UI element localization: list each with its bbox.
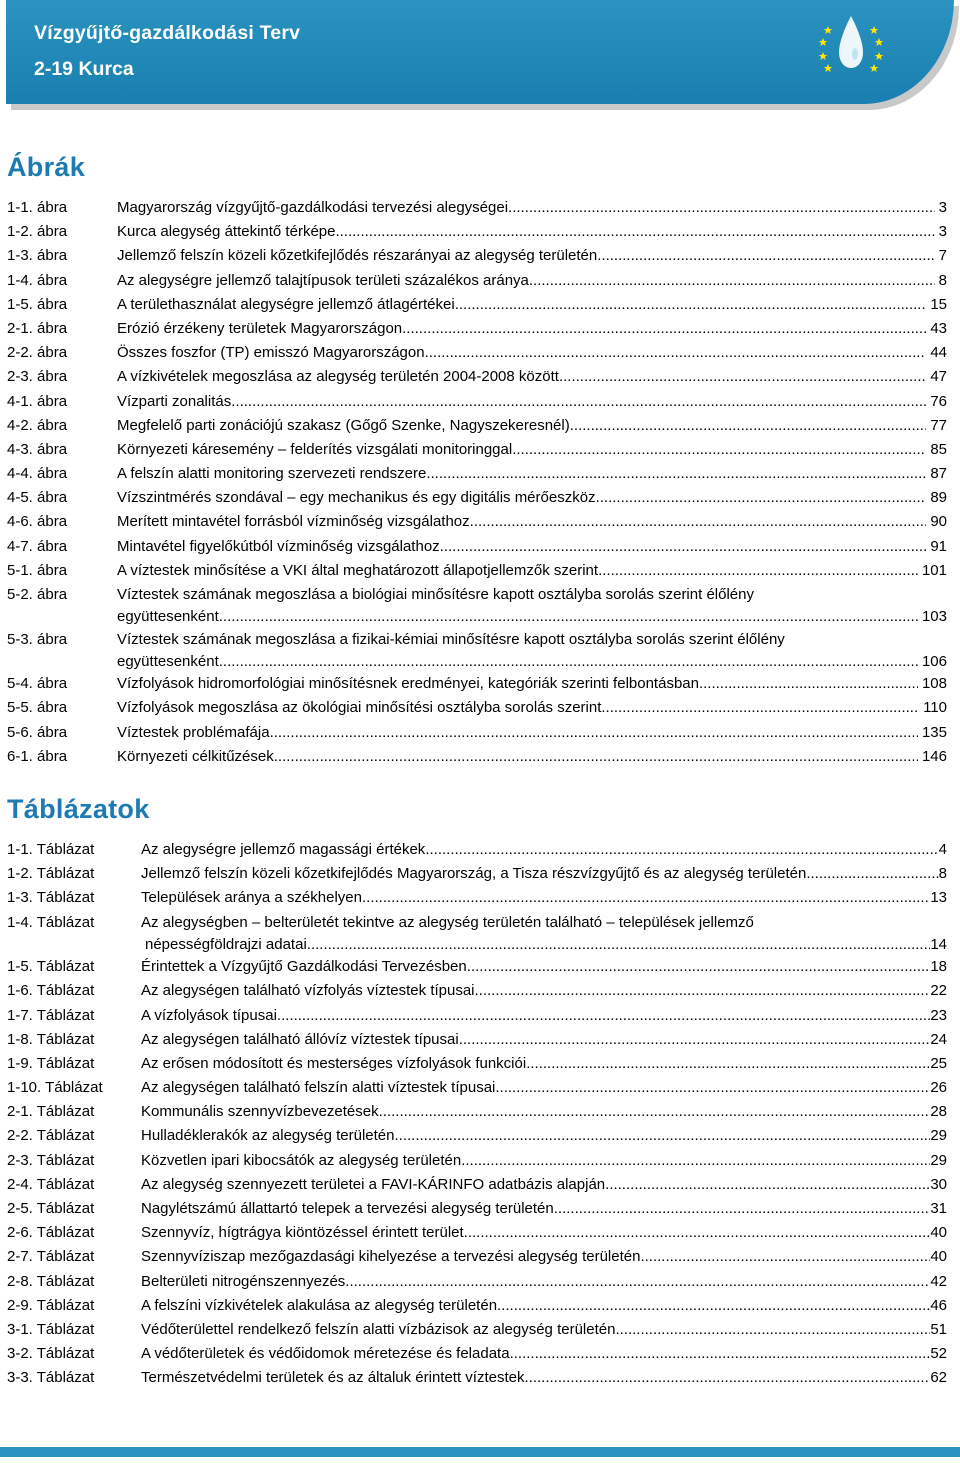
toc-entry-title: Szennyvíziszap mezőgazdasági kihelyezése a tervezési alegység területén [141,1248,641,1266]
toc-entry-title: Az alegységre jellemző magassági értékek [141,841,426,858]
toc-entry-page: 103 [921,608,947,626]
toc-entry[interactable] [7,1197,947,1221]
toc-entry-title: Az alegységen található vízfolyás víztestek típusai [141,982,475,1000]
toc-entry-title: Vízszintmérés szondával – egy mechanikus és egy digitális mérőeszköz [117,489,596,507]
toc-entry-number: 4-6. ábra [7,513,68,531]
toc-leader-dots [470,510,927,534]
toc-leader-dots [495,1076,930,1100]
toc-leader-dots [425,341,927,365]
toc-entry-title: Szennyvíz, hígtrágya kiöntözéssel érintett terület [141,1224,464,1242]
toc-entry-number: 1-8. Táblázat [7,1030,95,1048]
toc-entry-page: 110 [923,699,947,717]
toc-entry-title: A védőterületek és védőidomok méretezése és feladata [141,1345,510,1363]
toc-entry-number: 3-3. Táblázat [7,1369,95,1387]
toc-entry[interactable] [7,1028,947,1052]
toc-entry-number: 2-1. ábra [7,319,68,337]
toc-entry-number: 2-1. Táblázat [7,1103,95,1121]
toc-entry-page: 101 [921,561,947,579]
toc-leader-dots [455,293,927,317]
toc-entry-page: 106 [921,652,947,670]
toc-entry-page: 3 [938,223,947,241]
toc-entry-page: 13 [930,889,947,907]
toc-entry[interactable] [7,269,947,293]
toc-entry[interactable] [7,1342,947,1366]
toc-entry-title: Jellemző felszín közeli kőzetkifejlődés Magyarország, a Tisza részvízgyűjtő és az alegység területén [141,865,807,883]
toc-entry-page: 15 [930,295,947,313]
toc-entry-number: 6-1. ábra [7,747,68,765]
toc-entry-page: 47 [930,368,947,386]
toc-leader-dots [467,955,931,979]
toc-entry-number: 2-2. ábra [7,344,68,362]
toc-entry-page: 51 [930,1320,947,1338]
toc-entry-title: Az erősen módosított és mesterséges vízfolyások funkciói [141,1054,527,1072]
toc-leader-dots [219,652,918,672]
toc-entry-title: Összes foszfor (TP) emisszó Magyarországon [117,344,425,362]
toc-entry-number: 2-5. Táblázat [7,1200,95,1218]
toc-entry-page: 8 [938,865,947,883]
toc-entry[interactable] [7,745,947,769]
toc-entry[interactable] [7,1366,947,1390]
toc-entry-number: 2-9. Táblázat [7,1296,95,1314]
toc-entry-page: 90 [930,513,947,531]
toc-entry-title: A felszín alatti monitoring szervezeti rendszere [117,465,427,483]
toc-entry[interactable] [7,979,947,1003]
toc-leader-dots [307,935,931,955]
toc-entry-number: 1-3. ábra [7,247,68,265]
toc-entry-title: Az alegység szennyezett területei a FAVI-KÁRINFO adatbázis alapján [141,1175,606,1193]
toc-entry-title: A vízkivételek megoszlása az alegység területén 2004-2008 között [117,368,559,386]
toc-entry-number: 3-1. Táblázat [7,1320,95,1338]
toc-entry-page: 26 [930,1079,947,1097]
toc-entry-title: Kurca alegység áttekintő térképe [117,223,336,241]
toc-entry[interactable] [7,911,947,956]
toc-entry-page: 8 [938,271,947,289]
toc-entry-number: 4-7. ábra [7,537,68,555]
toc-entry-page: 87 [930,465,947,483]
toc-entry[interactable] [7,1221,947,1245]
toc-leader-dots [440,535,927,559]
toc-entry-number: 3-2. Táblázat [7,1345,95,1363]
toc-leader-dots [394,1124,930,1148]
toc-entry[interactable] [7,583,947,628]
toc-entry-page: 46 [930,1296,947,1314]
toc-entry-page: 25 [930,1054,947,1072]
toc-entry-page: 31 [930,1200,947,1218]
toc-leader-dots [512,438,926,462]
toc-entry-title: Mintavétel figyelőkútból vízminőség vizsgálathoz [117,537,440,555]
toc-leader-dots [598,559,918,583]
toc-entry-title: Védőterülettel rendelkező felszín alatti vízbázisok az alegység területén [141,1320,616,1338]
toc-leader-dots [526,1052,930,1076]
toc-entry-title: Merített mintavétel forrásból vízminőség vizsgálathoz [117,513,470,531]
toc-entry-page: 18 [930,958,947,976]
toc-entry-number: 2-3. ábra [7,368,68,386]
toc-leader-dots [425,838,938,862]
toc-entry-page: 23 [930,1006,947,1024]
toc-entry[interactable] [7,510,947,534]
toc-entry-number: 1-1. Táblázat [7,841,95,858]
toc-entry-title: Magyarország vízgyűjtő-gazdálkodási tervezési alegységei [117,199,509,216]
toc-entry-page: 43 [930,319,947,337]
toc-entry-title: Erózió érzékeny területek Magyarországon [117,319,403,337]
toc-entry-title: Vízfolyások hidromorfológiai minősítésnek eredményei, kategóriák szerinti felbontásban [117,675,699,693]
toc-entry-page: 40 [930,1224,947,1242]
toc-leader-dots [554,1197,931,1221]
toc-leader-dots [510,1342,931,1366]
toc-entry-page: 91 [930,537,947,555]
toc-entry-number: 5-5. ábra [7,699,68,717]
toc-entry-title: Hulladéklerakók az alegység területén [141,1127,395,1145]
toc-entry[interactable] [7,721,947,745]
toc-entry-title: A területhasználat alegységre jellemző átlagértékei [117,295,455,313]
header-banner [6,0,954,104]
toc-entry-number: 2-7. Táblázat [7,1248,95,1266]
toc-leader-dots [459,1028,931,1052]
toc-entry[interactable] [7,672,947,696]
toc-entry-number: 4-2. ábra [7,416,68,434]
toc-entry-page: 29 [930,1151,947,1169]
toc-entry-title: Megfelelő parti zonációjú szakasz (Gőgő Szenke, Nagyszekeresnél) [117,416,570,434]
toc-entry-title: A felszíni vízkivételek alakulása az alegység területén [141,1296,498,1314]
toc-entry[interactable] [7,1318,947,1342]
toc-leader-dots [601,696,919,720]
toc-entry-title: Víztestek problémafája [117,723,270,741]
toc-entry[interactable] [7,196,947,220]
toc-entry[interactable] [7,317,947,341]
toc-entry-title: Nagylétszámú állattartó telepek a tervezési alegység területén [141,1200,554,1218]
toc-entry[interactable] [7,220,947,244]
toc-entry-number: 4-1. ábra [7,392,68,410]
toc-entry-number: 1-5. Táblázat [7,958,95,976]
toc-entry[interactable] [7,1173,947,1197]
toc-entry[interactable] [7,293,947,317]
toc-entry-page: 40 [930,1248,947,1266]
toc-leader-dots [497,1294,930,1318]
toc-entry-page: 108 [921,675,947,693]
tables-list [7,838,947,1391]
tables-heading: Táblázatok [7,794,150,824]
toc-entry-title: Az alegységben – belterületét tekintve az alegység területén található – települések jellemző [141,913,754,931]
toc-entry[interactable] [7,1149,947,1173]
toc-leader-dots [277,1004,930,1028]
toc-leader-dots [615,1318,930,1342]
toc-leader-dots [345,1270,930,1294]
toc-leader-dots [379,1100,931,1124]
toc-entry-number: 1-2. ábra [7,223,68,241]
toc-leader-dots [402,317,926,341]
toc-entry-page: 89 [930,489,947,507]
toc-entry-number: 2-6. Táblázat [7,1224,95,1242]
toc-entry-title: együttesenként [117,652,219,670]
toc-entry-number: 1-6. Táblázat [7,982,95,1000]
toc-entry-number: 5-6. ábra [7,723,68,741]
toc-entry-number: 1-5. ábra [7,295,68,313]
toc-entry[interactable] [7,438,947,462]
toc-entry-number: 4-4. ábra [7,465,68,483]
toc-entry-title: Érintettek a Vízgyűjtő Gazdálkodási Tervezésben [141,958,467,976]
toc-entry-number: 5-1. ábra [7,561,68,579]
footer-bar [0,1447,960,1457]
toc-entry-title: Belterületi nitrogénszennyezés [141,1272,346,1290]
toc-entry[interactable] [7,862,947,886]
toc-entry[interactable] [7,365,947,389]
document-subtitle: 2-19 Kurca [34,58,134,80]
toc-entry-title: Környezeti káresemény – felderítés vizsgálati monitoringgal [117,440,513,458]
toc-entry-page: 22 [930,982,947,1000]
toc-leader-dots [806,862,938,886]
toc-entry[interactable] [7,341,947,365]
toc-entry[interactable] [7,244,947,268]
document-title: Vízgyűjtő-gazdálkodási Terv [34,22,301,44]
toc-entry-title: Vízfolyások megoszlása az ökológiai minősítési osztályba sorolás szerint [117,699,602,717]
toc-entry-number: 5-3. ábra [7,630,68,648]
toc-entry-page: 77 [930,416,947,434]
toc-leader-dots [335,220,934,244]
toc-entry-title: A víztestek minősítése a VKI által meghatározott állapotjellemzők szerint [117,561,599,579]
toc-leader-dots [231,390,926,414]
toc-entry-title: Az alegységen található állóvíz víztestek típusai [141,1030,459,1048]
toc-entry[interactable] [7,462,947,486]
toc-entry-page: 85 [930,440,947,458]
toc-leader-dots [559,365,926,389]
toc-entry-page: 14 [930,935,947,953]
toc-entry[interactable] [7,886,947,910]
toc-leader-dots [508,196,935,220]
toc-entry-page: 135 [921,723,947,741]
toc-entry-number: 5-2. ábra [7,586,68,603]
toc-entry-number: 5-4. ábra [7,675,68,693]
toc-entry-page: 7 [938,247,947,265]
toc-entry-title: Az alegységre jellemző talajtípusok területi százalékos aránya [117,271,529,289]
toc-entry[interactable] [7,1004,947,1028]
toc-entry-number: 4-5. ábra [7,489,68,507]
toc-entry-number: 4-3. ábra [7,440,68,458]
toc-entry-title: népességföldrajzi adatai [145,935,307,953]
toc-leader-dots [529,269,935,293]
toc-entry-page: 76 [930,392,947,410]
toc-entry-number: 2-4. Táblázat [7,1175,95,1193]
toc-entry[interactable] [7,955,947,979]
toc-leader-dots [640,1245,930,1269]
toc-entry[interactable] [7,1270,947,1294]
toc-leader-dots [525,1366,931,1390]
toc-entry-title: Környezeti célkitűzések [117,747,274,765]
toc-entry-page: 52 [930,1345,947,1363]
toc-entry-title: Vízparti zonalitás [117,392,232,410]
toc-entry-number: 1-4. Táblázat [7,913,95,931]
toc-entry-page: 28 [930,1103,947,1121]
toc-entry[interactable] [7,390,947,414]
toc-entry-page: 24 [930,1030,947,1048]
toc-leader-dots [270,721,918,745]
toc-entry-number: 1-7. Táblázat [7,1006,95,1024]
toc-entry[interactable] [7,628,947,673]
toc-entry[interactable] [7,486,947,510]
toc-entry-number: 1-10. Táblázat [7,1079,103,1097]
toc-entry[interactable] [7,414,947,438]
toc-entry-number: 1-9. Táblázat [7,1054,95,1072]
toc-leader-dots [605,1173,930,1197]
toc-leader-dots [475,979,931,1003]
toc-leader-dots [699,672,918,696]
toc-entry-title: Az alegységen található felszín alatti víztestek típusai [141,1079,496,1097]
toc-entry-title: Közvetlen ipari kibocsátók az alegység területén [141,1151,462,1169]
toc-entry-page: 30 [930,1175,947,1193]
water-drop-stars-logo-icon [811,6,891,86]
toc-entry-page: 44 [930,344,947,362]
toc-entry-number: 2-8. Táblázat [7,1272,95,1290]
toc-entry-number: 1-1. ábra [7,199,68,216]
toc-entry-title: Víztestek számának megoszlása a fizikai-kémiai minősítésre kapott osztályba sorolás szerint élőlény [117,630,785,648]
toc-leader-dots [461,1149,930,1173]
toc-entry-title: együttesenként [117,608,219,626]
toc-entry[interactable] [7,838,947,862]
toc-entry-page: 62 [930,1369,947,1387]
toc-entry-number: 1-4. ábra [7,271,68,289]
toc-leader-dots [464,1221,931,1245]
toc-leader-dots [597,244,934,268]
toc-leader-dots [219,607,918,627]
toc-leader-dots [426,462,926,486]
toc-leader-dots [274,745,918,769]
toc-entry[interactable] [7,559,947,583]
toc-entry-page: 29 [930,1127,947,1145]
toc-entry-page: 4 [938,841,947,858]
toc-entry-title: Víztestek számának megoszlása a biológiai minősítésre kapott osztályba sorolás szerint élőlény [117,586,754,603]
figures-heading: Ábrák [7,152,86,182]
toc-entry-number: 2-2. Táblázat [7,1127,95,1145]
toc-entry[interactable] [7,535,947,559]
toc-leader-dots [570,414,927,438]
toc-entry-page: 3 [938,199,947,216]
toc-entry-title: A vízfolyások típusai [141,1006,277,1024]
toc-entry-page: 42 [930,1272,947,1290]
toc-entry[interactable] [7,1294,947,1318]
toc-entry-title: Kommunális szennyvízbevezetések [141,1103,379,1121]
toc-entry[interactable] [7,1076,947,1100]
toc-entry[interactable] [7,696,947,720]
toc-leader-dots [362,886,930,910]
toc-entry-title: Települések aránya a székhelyen [141,889,362,907]
figures-list [7,196,947,769]
toc-entry-page: 146 [921,747,947,765]
toc-entry-title: Jellemző felszín közeli kőzetkifejlődés részarányai az alegység területén [117,247,598,265]
toc-entry[interactable] [7,1245,947,1269]
toc-entry[interactable] [7,1124,947,1148]
toc-entry-title: Természetvédelmi területek és az általuk érintett víztestek [141,1369,525,1387]
toc-entry[interactable] [7,1100,947,1124]
toc-leader-dots [596,486,927,510]
toc-entry-number: 2-3. Táblázat [7,1151,95,1169]
toc-entry-number: 1-3. Táblázat [7,889,95,907]
toc-entry[interactable] [7,1052,947,1076]
toc-entry-number: 1-2. Táblázat [7,865,95,883]
